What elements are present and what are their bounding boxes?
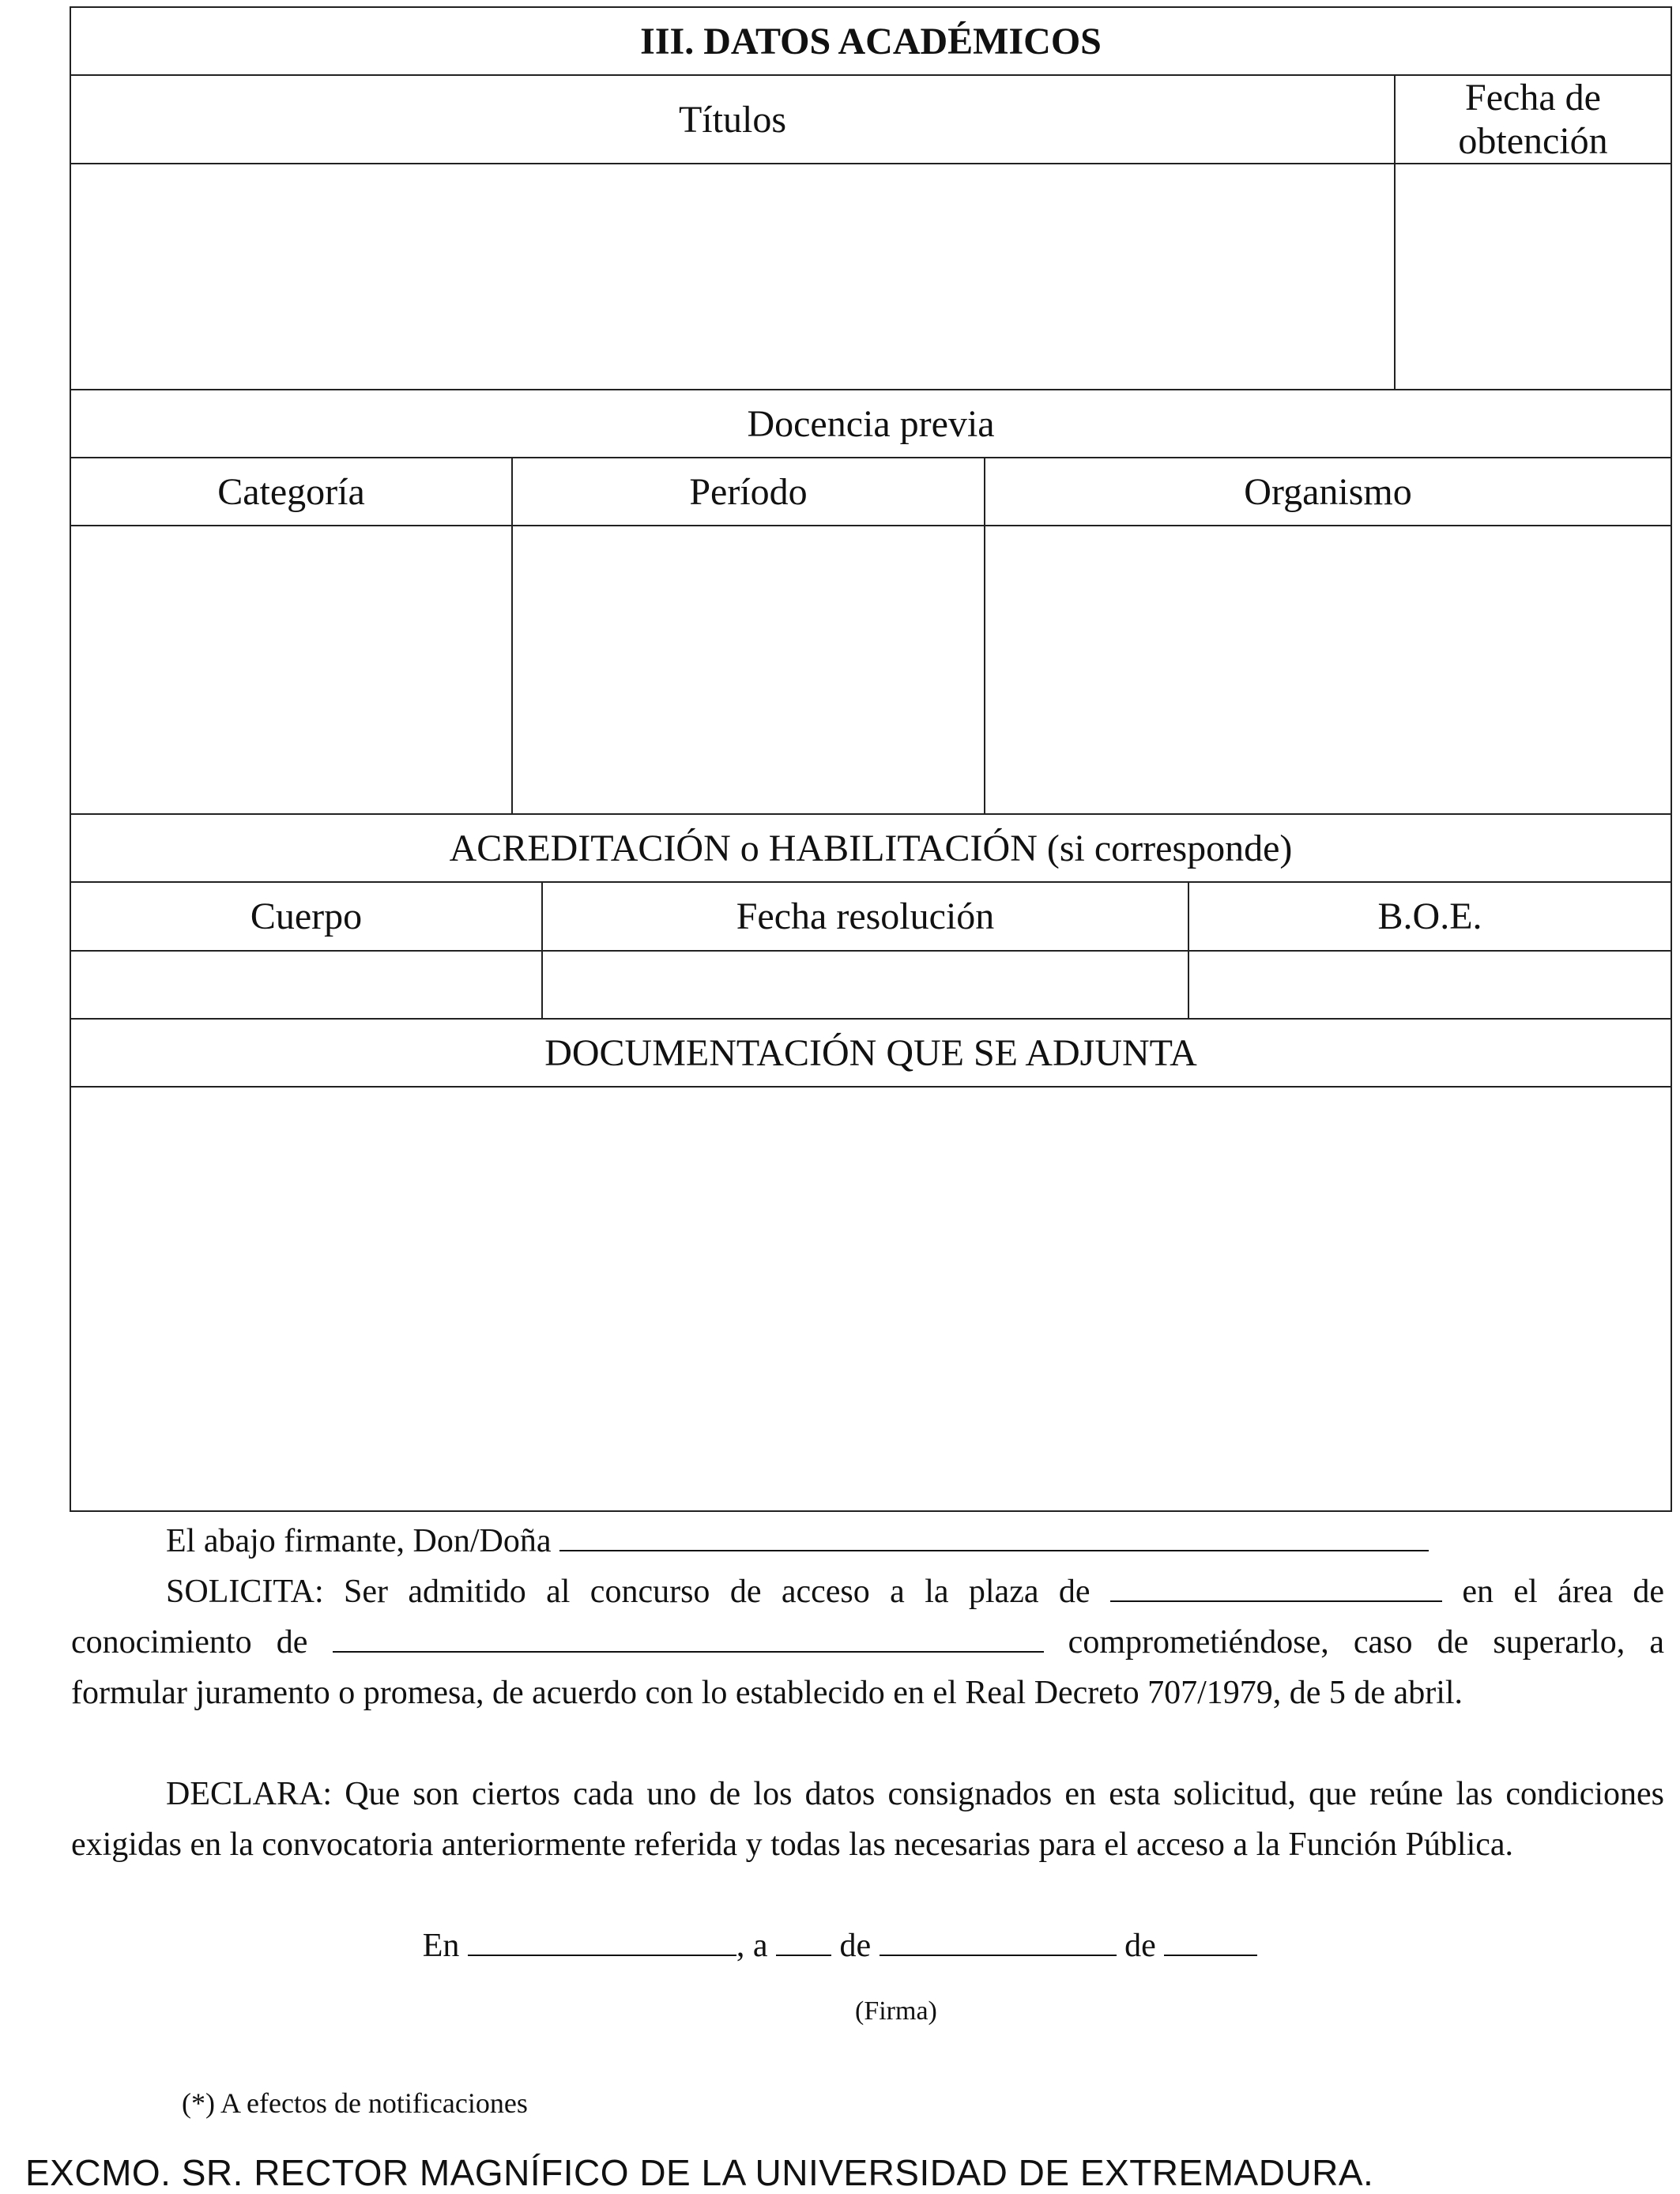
mes-blank[interactable] — [880, 1921, 1117, 1956]
periodo-header: Período — [512, 458, 985, 526]
fecha-resolucion-field[interactable] — [542, 951, 1188, 1019]
fecha-resolucion-header: Fecha resolución — [542, 882, 1188, 951]
lugar-blank[interactable] — [468, 1921, 736, 1956]
periodo-field[interactable] — [512, 526, 985, 814]
solicita-text-1: SOLICITA: Ser admitido al concurso de acceso a la plaza de — [166, 1574, 1090, 1610]
fecha-obtencion-header: Fecha de obtención — [1395, 75, 1671, 164]
plaza-blank[interactable] — [1110, 1567, 1442, 1602]
area-blank[interactable] — [333, 1618, 1044, 1653]
date-line — [0, 1921, 1680, 1971]
firma-label: (Firma) — [855, 1996, 937, 2026]
acreditacion-heading: ACREDITACIÓN o HABILITACIÓN (si corresponde) — [70, 814, 1671, 882]
boe-header: B.O.E. — [1188, 882, 1671, 951]
de-label-1: de — [839, 1928, 872, 1964]
boe-field[interactable] — [1188, 951, 1671, 1019]
cuerpo-header: Cuerpo — [70, 882, 542, 951]
dia-blank[interactable] — [776, 1921, 831, 1956]
anio-blank[interactable] — [1164, 1921, 1257, 1956]
solicita-text-3: comprometiéndose, caso de superarlo, a formular juramento o promesa, de acuerdo con lo establecido en el Real Decreto 707/1979, de 5 de abril. — [71, 1624, 1664, 1711]
firmante-paragraph — [71, 1516, 1664, 1566]
addressee: EXCMO. SR. RECTOR MAGNÍFICO DE LA UNIVERSIDAD DE EXTREMADURA. — [25, 2152, 1374, 2193]
section-title: III. DATOS ACADÉMICOS — [70, 7, 1671, 75]
titulos-header: Títulos — [70, 75, 1395, 164]
footnote: (*) A efectos de notificaciones — [182, 2087, 528, 2119]
solicita-paragraph — [71, 1566, 1664, 1718]
categoria-field[interactable] — [70, 526, 512, 814]
firmante-label: El abajo firmante, Don/Doña — [166, 1523, 552, 1559]
documentacion-field[interactable] — [70, 1087, 1671, 1511]
a-label: , a — [736, 1928, 768, 1964]
de-label-2: de — [1124, 1928, 1156, 1964]
documentacion-heading: DOCUMENTACIÓN QUE SE ADJUNTA — [70, 1019, 1671, 1087]
declara-paragraph: DECLARA: Que son ciertos cada uno de los datos consignados en esta solicitud, que reúne las condiciones exigidas en la convocatoria anteriormente referida y todas las necesarias para el acceso a la Función Pública. — [71, 1776, 1664, 1863]
organismo-header: Organismo — [985, 458, 1671, 526]
solicita-text-2: en el área de conocimiento de — [71, 1574, 1665, 1661]
nombre-blank[interactable] — [559, 1517, 1429, 1551]
fecha-obtencion-field[interactable] — [1395, 164, 1671, 390]
titulos-field[interactable] — [70, 164, 1395, 390]
organismo-field[interactable] — [985, 526, 1671, 814]
docencia-heading: Docencia previa — [70, 390, 1671, 458]
categoria-header: Categoría — [70, 458, 512, 526]
cuerpo-field[interactable] — [70, 951, 542, 1019]
en-label: En — [422, 1928, 460, 1964]
academic-data-form — [70, 6, 1672, 1512]
